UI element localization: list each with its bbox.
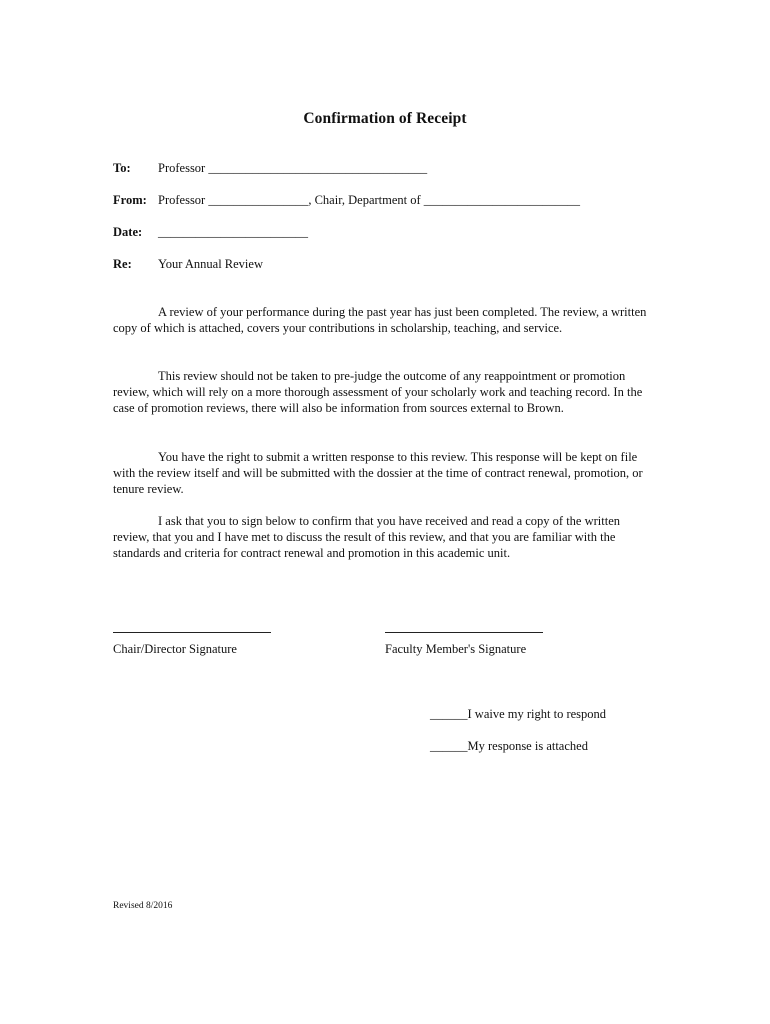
response-attached-option[interactable]: ______My response is attached	[430, 739, 588, 753]
from-value: Professor ________________, Chair, Department of _________________________	[158, 193, 581, 207]
paragraph-sign-below	[113, 513, 658, 562]
chair-signature-label: Chair/Director Signature	[113, 642, 237, 656]
paragraph-right-to-respond	[113, 449, 658, 498]
paragraph-review-completed	[113, 304, 658, 336]
from-row	[113, 192, 580, 208]
paragraph-not-prejudge	[113, 368, 658, 417]
paragraph-text: This review should not be taken to pre-judge the outcome of any reappointment or promotion review, which will rely on a more thorough assessment of your scholarly work and teaching record. In the case of promotion reviews, there will also be information from sources external to Brown.	[113, 369, 643, 416]
date-row	[113, 224, 308, 240]
revision-note: Revised 8/2016	[113, 901, 173, 911]
paragraph-text: A review of your performance during the past year has just been completed. The review, a written copy of which is attached, covers your contributions in scholarship, teaching, and service.	[113, 305, 647, 336]
waive-response-option[interactable]: ______I waive my right to respond	[430, 707, 607, 721]
re-value: Your Annual Review	[158, 257, 263, 271]
to-value: Professor ___________________________________	[158, 161, 428, 175]
date-label: Date:	[113, 225, 143, 239]
paragraph-text: You have the right to submit a written response to this review. This response will be kept on file with the review itself and will be submitted with the dossier at the time of contract renewal, promotion, or tenure review.	[113, 450, 643, 497]
chair-signature-line[interactable]	[113, 632, 271, 633]
to-row	[113, 160, 427, 176]
re-row	[113, 256, 263, 272]
faculty-signature-block	[385, 632, 543, 657]
date-value: ________________________	[158, 225, 308, 239]
document-title: Confirmation of Receipt	[303, 110, 467, 127]
from-label: From:	[113, 193, 147, 207]
re-label: Re:	[113, 257, 132, 271]
paragraph-text: I ask that you to sign below to confirm that you have received and read a copy of the written review, that you and I have met to discuss the result of this review, and that you are familiar with the standards and criteria for contract renewal and promotion in this academic unit.	[113, 514, 621, 561]
faculty-signature-label: Faculty Member's Signature	[385, 642, 527, 656]
faculty-signature-line[interactable]	[385, 632, 543, 633]
to-label: To:	[113, 161, 131, 175]
chair-signature-block	[113, 632, 271, 657]
